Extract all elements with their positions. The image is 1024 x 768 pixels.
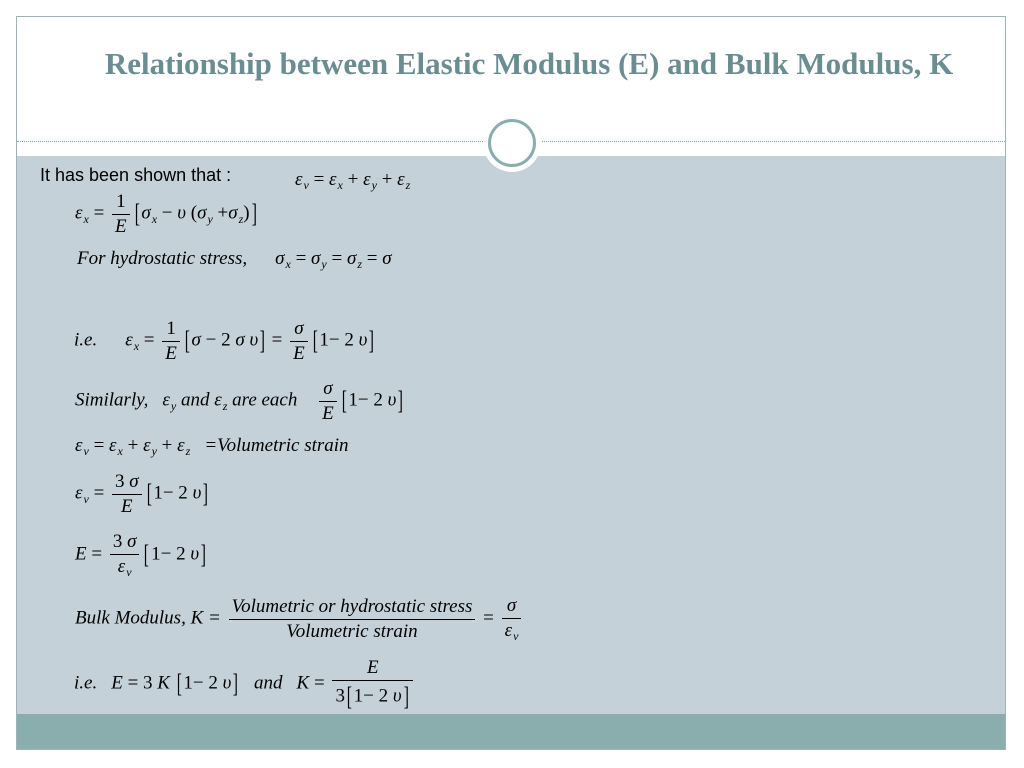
equation-similarly: Similarly, $\varepsilon_y$ and $\varepsilon_z$ are each $\frac{\sigma}{E}$ [1− 2 υ] — [75, 378, 404, 424]
equation-volumetric-sum: $\varepsilon_v = \varepsilon_x + \varepsilon_y + \varepsilon_z$ — [295, 169, 411, 192]
equation-bulk-modulus: Bulk Modulus, K = $\frac{\text{Volumetric or hydrostatic stress}}{\text{Volumetric strain}}$ = $\frac{\sigma}{\varepsilon_v}$ — [75, 594, 524, 645]
frac-bottom: Volumetric strain — [286, 620, 418, 642]
equation-strain-x: $\varepsilon_x$ = $\frac{1}{E}$ [$\sigma_x - \upsilon$ $(\sigma_y +\sigma_z)$] — [75, 191, 257, 237]
equation-E: E = $\frac{3 \sigma}{\varepsilon_v}$ [1− 2 υ] — [75, 531, 207, 579]
frac-top: Volumetric or hydrostatic stress — [229, 595, 476, 620]
equation-E-K: i.e. E = 3 K [1− 2 υ] and K = $\frac{E}{3[1- 2 \upsilon]}$ — [74, 656, 416, 713]
ie-label-2: i.e. — [74, 672, 98, 694]
ie-label: i.e. — [74, 329, 98, 351]
ornament-inner-ring-icon — [488, 119, 536, 167]
volumetric-strain-label: =Volumetric strain — [204, 435, 349, 456]
hydrostatic-label: For hydrostatic stress, — [77, 248, 248, 269]
equation-hydrostatic: For hydrostatic stress, $\sigma_x = \sigma_y = \sigma_z = \sigma$ — [77, 248, 392, 271]
slide-title: Relationship between Elastic Modulus (E) and Bulk Modulus, K — [104, 46, 954, 81]
equation-ie-strain-x: i.e. $\varepsilon_x$ = $\frac{1}{E}$ [σ − 2 σ υ] = $\frac{\sigma}{E}$ [1− 2 υ] — [74, 318, 375, 364]
footer-bar — [17, 714, 1005, 749]
and-label-2: and — [254, 672, 283, 694]
equation-volumetric-strain: $\varepsilon_v = \varepsilon_x + \varepsilon_y + \varepsilon_z$ =Volumetric strain — [75, 435, 349, 458]
and-label: and — [180, 389, 210, 411]
bulk-modulus-label: Bulk Modulus, K = — [75, 607, 221, 629]
are-each-label: are each — [232, 389, 298, 411]
equation-ev: $\varepsilon_v$ = $\frac{3 \sigma}{E}$ [1− 2 υ] — [75, 471, 209, 517]
similarly-label: Similarly, — [75, 389, 149, 411]
intro-text: It has been shown that : — [40, 165, 232, 185]
